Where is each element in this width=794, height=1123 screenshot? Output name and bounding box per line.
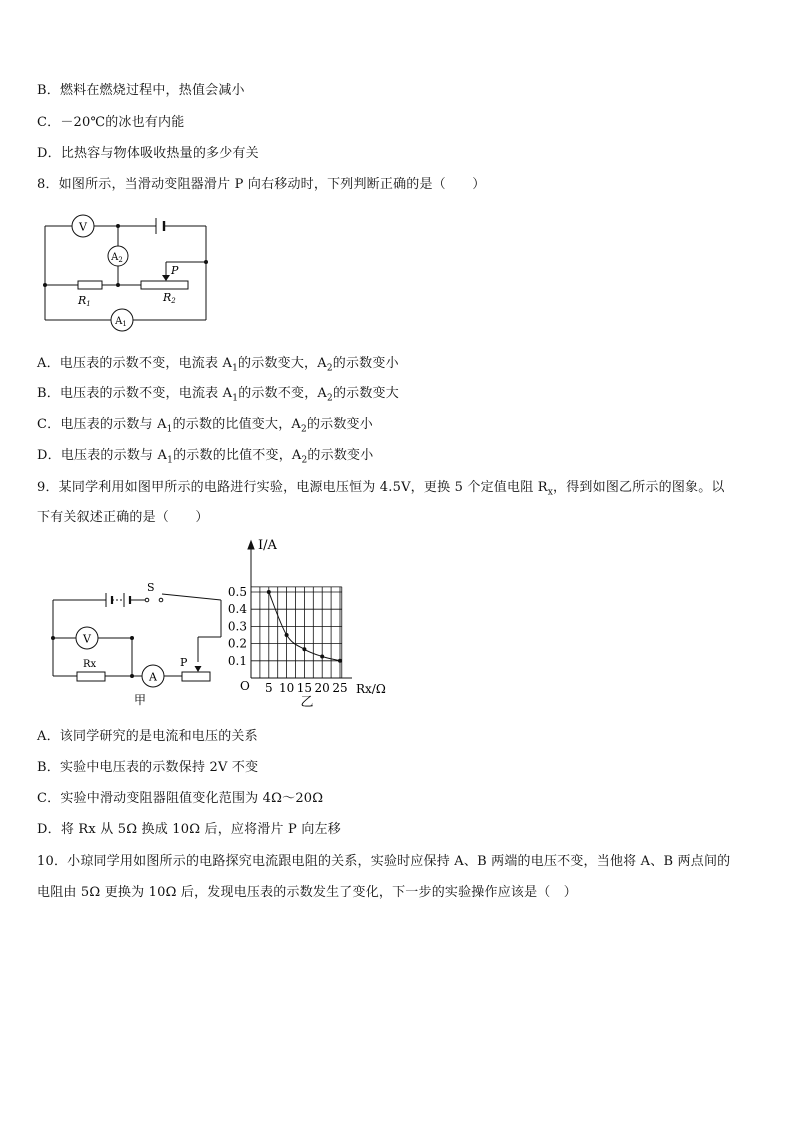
q8-circuit-diagram bbox=[36, 210, 216, 330]
q9-stem-line2: 下有关叙述正确的是（ ） bbox=[37, 510, 209, 525]
chart-data-point bbox=[338, 659, 342, 663]
slider-arrow-icon bbox=[195, 666, 202, 672]
slider-arrow-icon bbox=[162, 275, 170, 281]
chart-origin-label: O bbox=[240, 679, 250, 693]
ammeter-label: A bbox=[149, 670, 157, 684]
ammeter-a1-label: $A_1$ bbox=[115, 316, 127, 328]
q10-stem-line1: 10．小琼同学用如图所示的电路探究电流跟电阻的关系，实验时应保持 A、B 两端的电压不变，当他将 A、B 两点间的 bbox=[37, 854, 731, 869]
chart-data-point bbox=[285, 633, 289, 637]
ammeter-a2-label: $A_2$ bbox=[111, 252, 123, 264]
rx-label: Rx bbox=[83, 659, 97, 670]
slider-p-label: P bbox=[180, 656, 188, 669]
chart-y-tick-label: 0.1 bbox=[227, 653, 247, 668]
q9-option-c: C．实验中滑动变阻器阻值变化范围为 4Ω～20Ω bbox=[37, 791, 324, 806]
chart-y-tick-label: 0.5 bbox=[227, 585, 247, 599]
chart-y-axis-label: I/A bbox=[258, 538, 277, 553]
q9-option-a: A．该同学研究的是电流和电压的关系 bbox=[37, 729, 258, 744]
resistor-rx bbox=[77, 672, 105, 681]
chart-x-axis-label: Rx/Ω bbox=[356, 682, 386, 696]
r1-label: R1 bbox=[78, 294, 91, 308]
q9-option-b: B．实验中电压表的示数保持 2V 不变 bbox=[37, 760, 259, 775]
q9-option-d: D．将 Rx 从 5Ω 换成 10Ω 后，应将滑片 P 向左移 bbox=[37, 822, 341, 837]
q8-option-b: B．电压表的示数不变，电流表 $A_1$的示数不变，$A_2$的示数变大 bbox=[37, 386, 399, 404]
q8-option-c: C．电压表的示数与 $A_1$的示数的比值变大，$A_2$的示数变小 bbox=[37, 417, 373, 435]
switch-contact-left bbox=[145, 598, 149, 602]
voltmeter-label: V bbox=[83, 632, 91, 646]
q7-option-d: D．比热容与物体吸收热量的多少有关 bbox=[37, 146, 259, 161]
chart-data-point bbox=[267, 590, 271, 594]
chart-data-point bbox=[320, 655, 324, 659]
voltmeter-label: V bbox=[79, 220, 87, 234]
switch-contact-right bbox=[159, 598, 163, 602]
circuit-caption: 甲 bbox=[133, 693, 147, 707]
switch-s-label: S bbox=[147, 581, 155, 594]
rheostat-r2 bbox=[141, 281, 188, 289]
q9-circuit-diagram bbox=[40, 576, 230, 706]
chart-x-tick-label: 10 bbox=[278, 681, 295, 695]
q7-option-c: C．－20℃的冰也有内能 bbox=[37, 115, 185, 130]
chart-y-arrow-icon bbox=[248, 541, 254, 549]
chart-y-tick-label: 0.2 bbox=[227, 636, 247, 651]
resistor-r1 bbox=[78, 281, 102, 289]
chart-x-tick-label: 15 bbox=[296, 681, 313, 695]
chart-y-tick-label: 0.4 bbox=[227, 602, 247, 617]
chart-x-tick-label: 20 bbox=[314, 681, 330, 695]
q8-option-d: D．电压表的示数与 $A_1$的示数的比值不变，$A_2$的示数变小 bbox=[37, 448, 374, 466]
r2-label: R2 bbox=[163, 291, 176, 305]
rheostat bbox=[182, 672, 210, 681]
chart-caption: 乙 bbox=[300, 695, 314, 710]
q8-option-a: A．电压表的示数不变，电流表 $A_1$的示数变大，$A_2$的示数变小 bbox=[37, 356, 399, 374]
q9-current-resistance-graph bbox=[228, 533, 388, 708]
chart-x-tick-label: 5 bbox=[264, 681, 273, 695]
q10-stem-line2: 电阻由 5Ω 更换为 10Ω 后，发现电压表的示数发生了变化，下一步的实验操作应该是（ ） bbox=[37, 885, 577, 900]
chart-x-tick-label: 25 bbox=[332, 681, 348, 695]
chart-y-tick-label: 0.3 bbox=[227, 619, 247, 634]
q9-stem-line1: 9．某同学利用如图甲所示的电路进行实验，电源电压恒为 4.5V，更换 5 个定值电阻 $R_x$，得到如图乙所示的图象。以 bbox=[37, 480, 725, 498]
q8-stem: 8．如图所示，当滑动变阻器滑片 P 向右移动时，下列判断正确的是（ ） bbox=[37, 177, 486, 192]
slider-p-label: P bbox=[171, 264, 179, 277]
chart-data-point bbox=[302, 647, 306, 651]
q7-option-b: B．燃料在燃烧过程中，热值会减小 bbox=[37, 83, 245, 98]
